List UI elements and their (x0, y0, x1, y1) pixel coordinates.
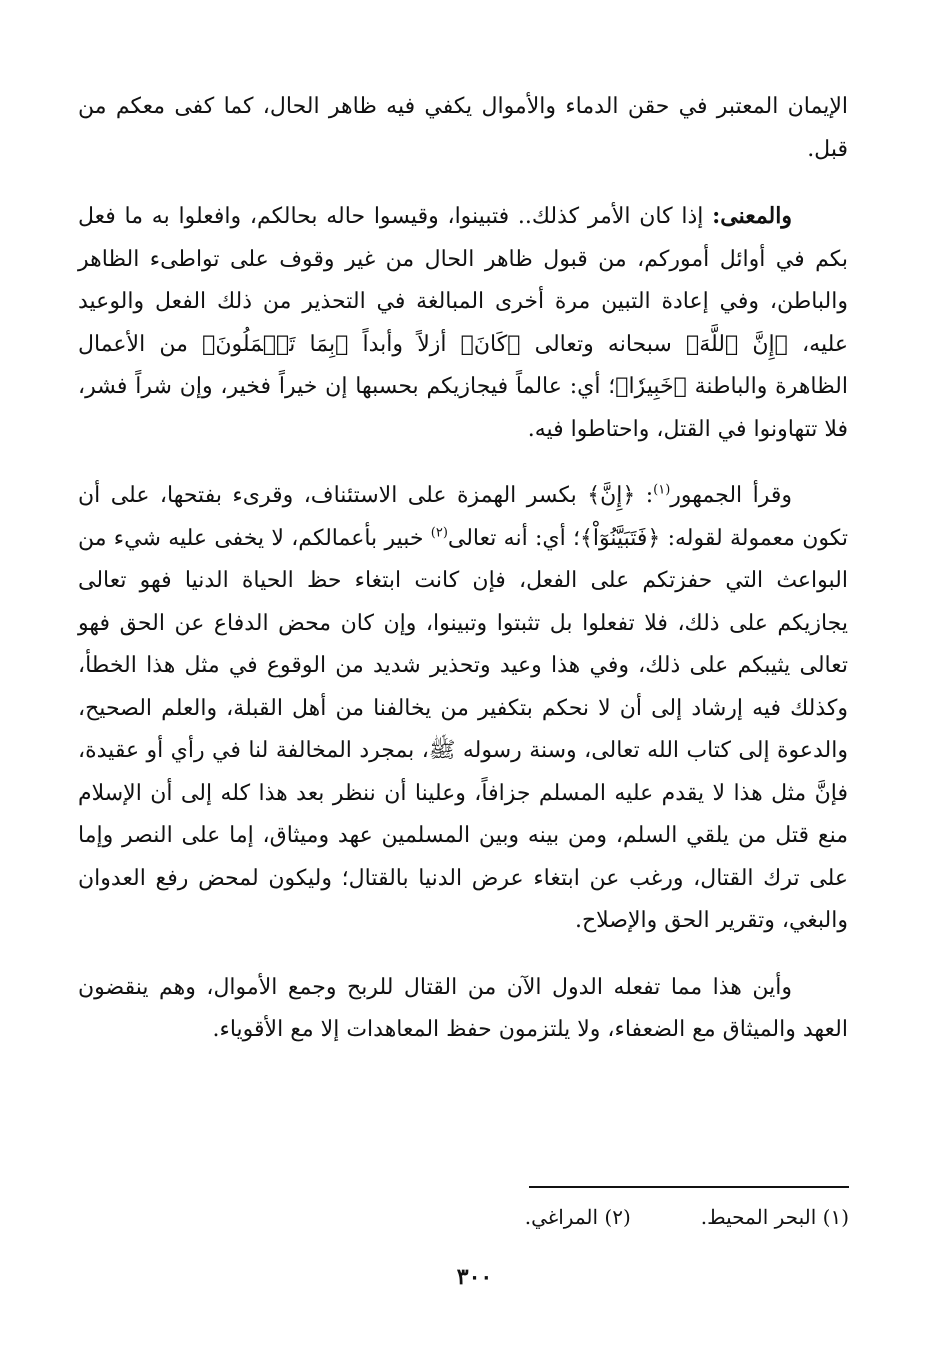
footnote-ref-2: (٢) (430, 525, 448, 541)
footnote-divider (529, 1186, 849, 1188)
paragraph-1: الإيمان المعتبر في حقن الدماء والأموال يكفي فيه ظاهر الحال، كما كفى معكم من قبل. (78, 94, 848, 162)
footnote-1-marker: (١) (822, 1205, 849, 1229)
footnotes (249, 1200, 849, 1234)
paragraph-2-lead: والمعنى: (712, 203, 792, 229)
paragraph-4: وأين هذا مما تفعله الدول الآن من القتال للربح وجمع الأموال، وهم ينقضون العهد والميثاق مع الضعفاء، ولا يلتزمون حفظ المعاهدات إلا مع الأقوياء. (78, 974, 848, 1042)
paragraph-3-part-a: وقرأ الجمهور (670, 483, 793, 508)
paragraph-2-body: إذا كان الأمر كذلك.. فتبينوا، وقيسوا حاله بحالكم، وافعلوا به ما فعل بكم في أوائل أموركم، من قبول ظاهر الحال من غير وقوف على تواطىء الظاهر والباطن، وفي إعادة التبين مرة أخرى المبالغة في التحذير من ذلك الفعل والوعيد عليه، ﴿إِنَّ ٱللَّهَ﴾ سبحانه وتعالى ﴿كَانَ﴾ أزلاً وأبداً ﴿بِمَا تَعۡمَلُونَ﴾ من الأعمال الظاهرة والباطنة ﴿خَبِيرٗا﴾؛ أي: عالماً فيجازيكم بحسبها إن خيراً فخير، وإن شراً فشر، فلا تتهاونوا في القتل، واحتاطوا فيه. (78, 204, 848, 442)
page-number: ٣٠٠ (456, 1264, 493, 1290)
footnote-2-text: المراغي. (524, 1205, 599, 1229)
paragraph-3-part-b: : ﴿إِنَّ﴾ بكسر الهمزة على الاستئناف، وقرىء بفتحها، على أن تكون معمولة لقوله: ﴿فَتَبَيَّنُوٓاْ﴾؛ أي: أنه تعالى (78, 483, 849, 551)
paragraph-3-part-c: خبير بأعمالكم، لا يخفى عليه شيء من البواعث التي حفزتكم على الفعل، فإن كانت ابتغاء حظ الحياة الدنيا فهو تعالى يجازيكم على ذلك، فلا تفعلوا بل تثبتوا وتبينوا، وإن كان محض الدفاع عن الحق فهو تعالى يثيبكم على ذلك، وفي هذا وعيد وتحذير شديد من الوقوع في مثل هذا الخطأ، وكذلك فيه إرشاد إلى أن لا نحكم بتكفير من يخالفنا من أهل القبلة، والعلم الصحيح، والدعوة إلى كتاب الله تعالى، وسنة رسوله ﷺ، بمجرد المخالفة لنا في رأي أو عقيدة، فإنَّ مثل هذا لا يقدم عليه المسلم جزافاً، وعلينا أن ننظر بعد هذا كله إلى أن الإسلام منع قتل من يلقي السلم، ومن بينه وبين المسلمين عهد وميثاق، إما على النصر وإما على ترك القتال، ورغب عن ابتغاء عرض الدنيا بالقتال؛ وليكون لمحض رفع العدوان والبغي، وتقرير الحق والإصلاح. (78, 525, 848, 933)
paragraph-2 (78, 195, 848, 451)
footnote-2 (525, 1200, 631, 1234)
footnote-ref-1: (١) (653, 482, 671, 498)
page-body (78, 86, 848, 1052)
paragraph-3 (78, 475, 848, 943)
footnote-1-text: البحر المحيط. (700, 1205, 817, 1229)
footnote-1 (701, 1200, 849, 1234)
footnote-2-marker: (٢) (604, 1205, 631, 1229)
